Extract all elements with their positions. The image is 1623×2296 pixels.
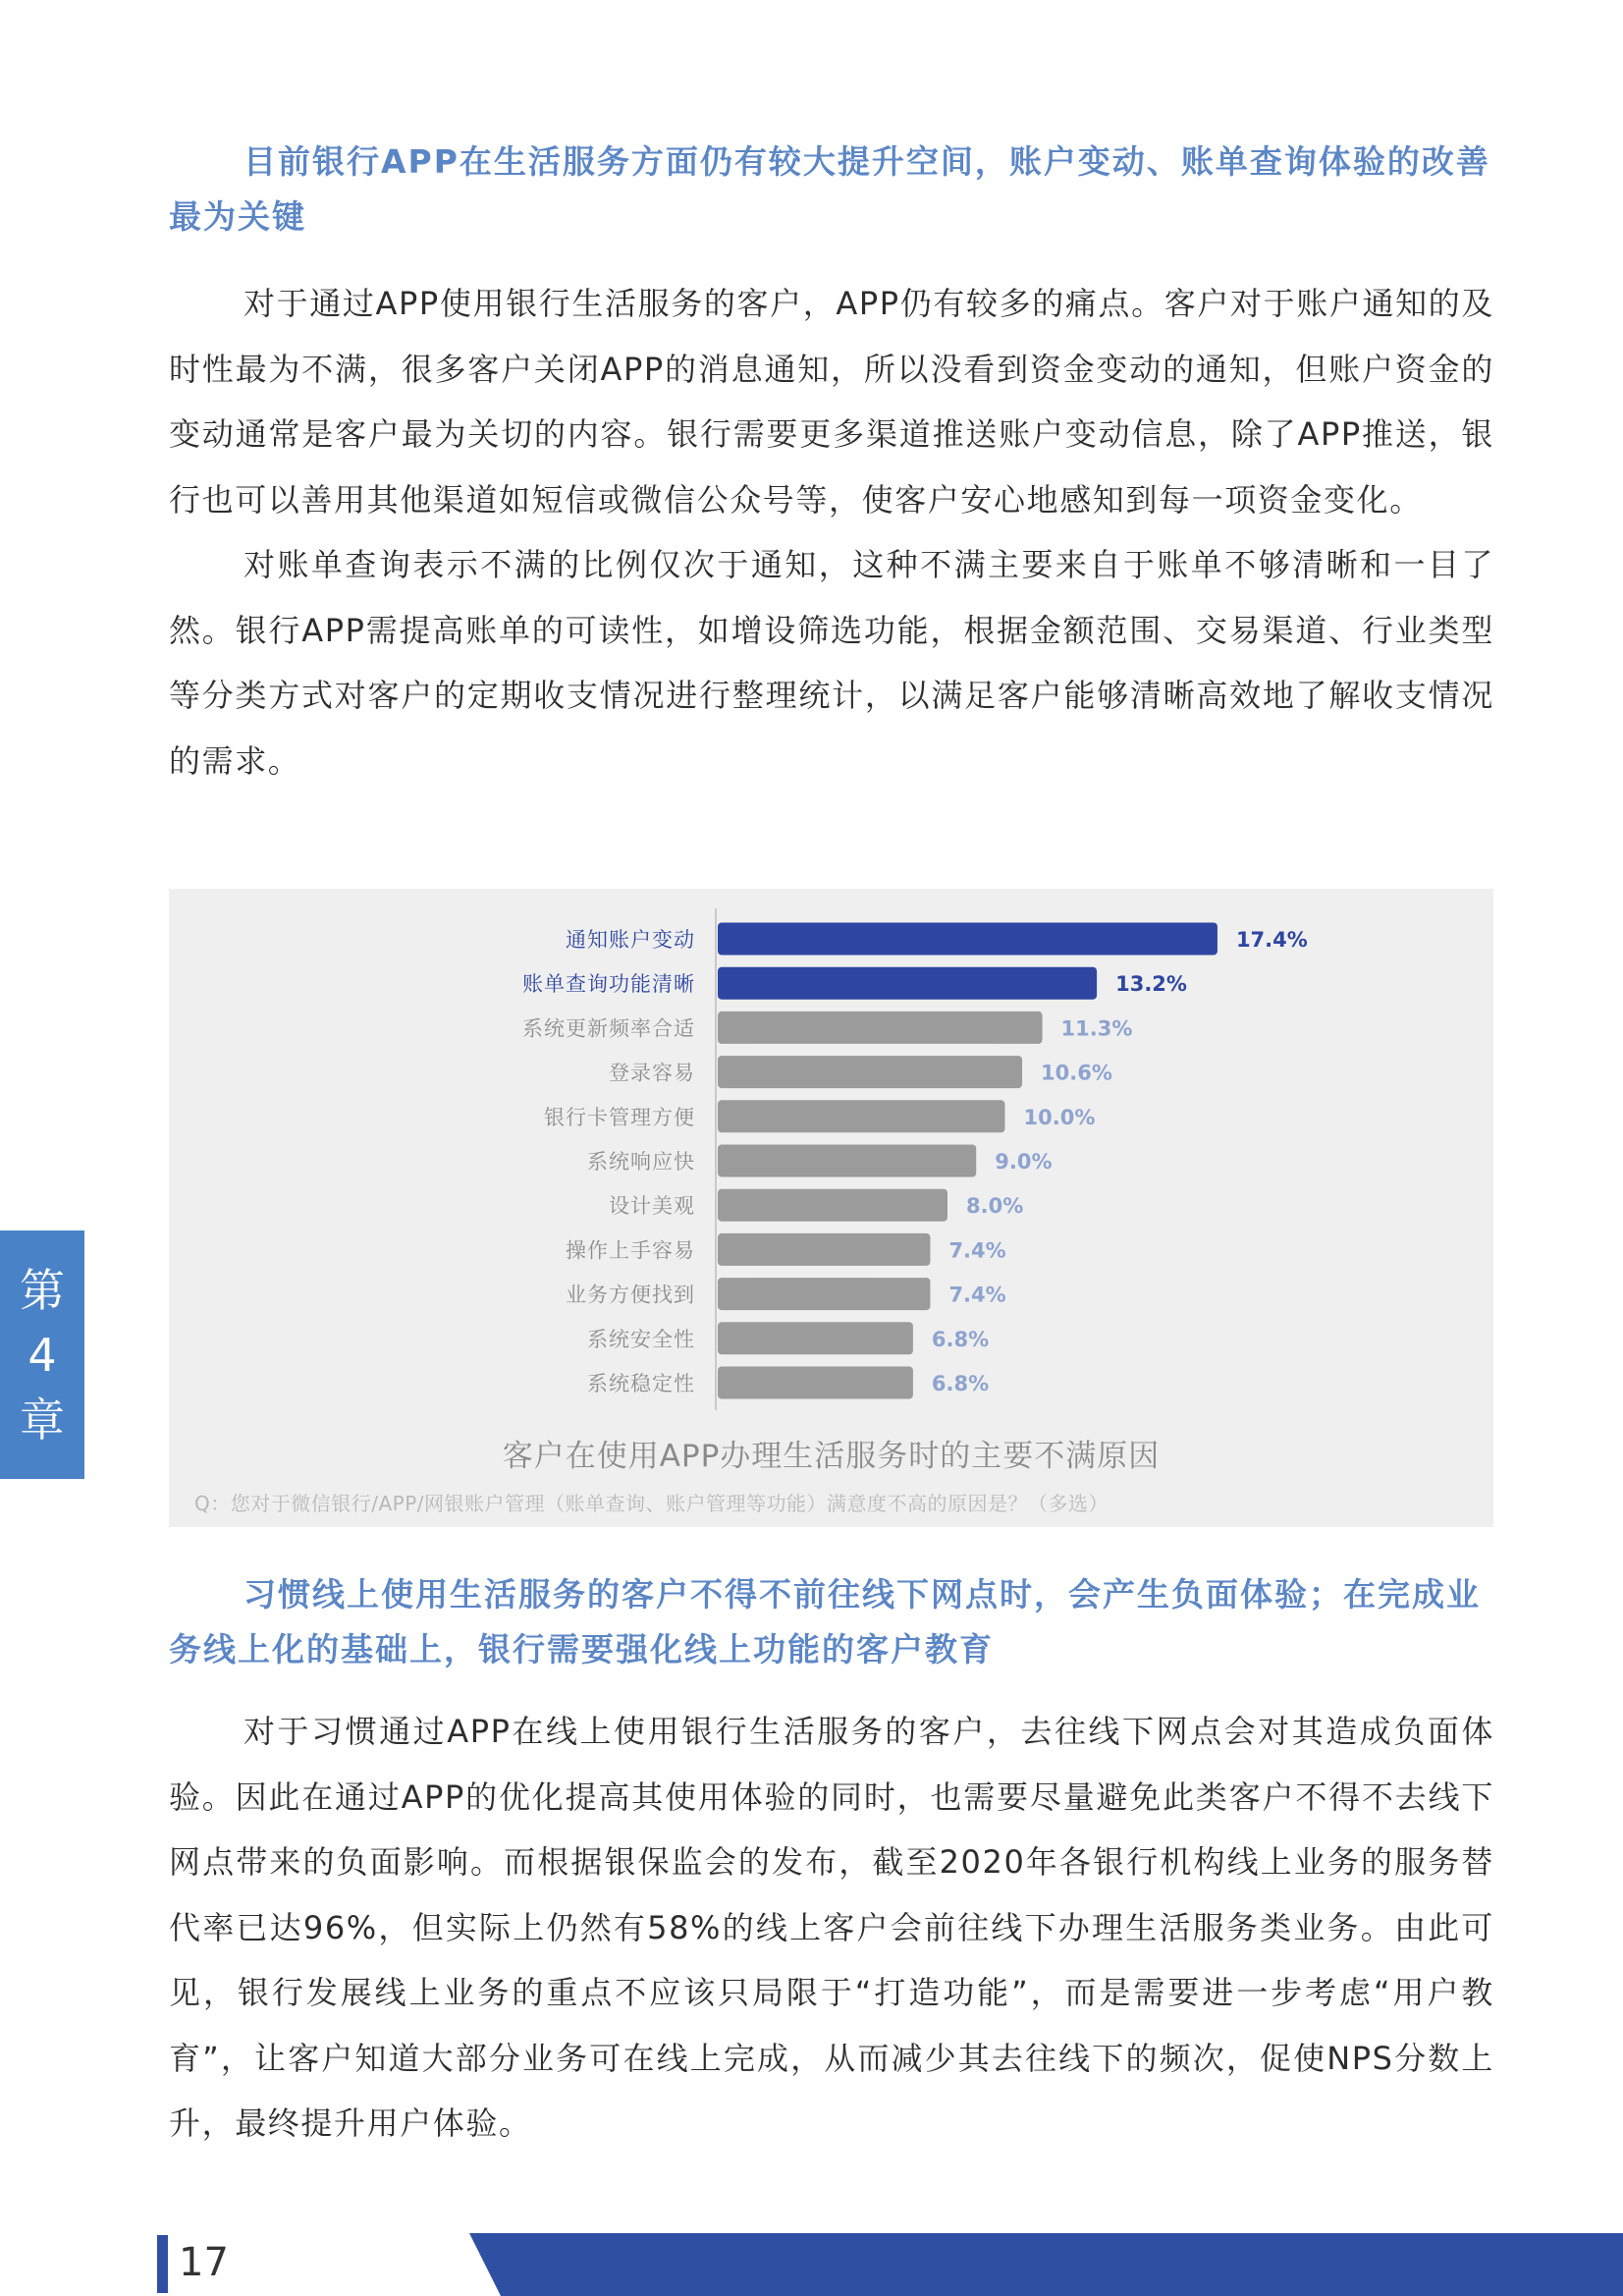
value-label: 6.8% [931, 1327, 990, 1351]
chapter-tab-char: 章 [20, 1393, 65, 1447]
section-heading-1: 目前银行APP在生活服务方面仍有较大提升空间，账户变动、账单查询体验的改善最为关键 [169, 142, 1490, 236]
section-body-1 [169, 271, 1494, 793]
page-number: 17 [179, 2240, 229, 2285]
value-label: 7.4% [948, 1238, 1006, 1263]
value-label: 10.6% [1041, 1061, 1112, 1085]
bar [718, 1322, 913, 1354]
category-label: 操作上手容易 [566, 1238, 695, 1263]
category-label: 系统安全性 [587, 1327, 695, 1351]
category-label: 系统更新频率合适 [522, 1016, 695, 1041]
chart-title: 客户在使用APP办理生活服务时的主要不满原因 [502, 1439, 1161, 1474]
category-label: 银行卡管理方便 [544, 1105, 695, 1129]
section-heading-2: 习惯线上使用生活服务的客户不得不前往线下网点时，会产生负面体验；在完成业务线上化的基础上，银行需要强化线上功能的客户教育 [169, 1575, 1481, 1668]
category-label: 账单查询功能清晰 [522, 972, 695, 997]
bar [718, 1233, 930, 1266]
bar [718, 1145, 976, 1177]
value-label: 11.3% [1060, 1016, 1133, 1041]
category-label: 业务方便找到 [566, 1283, 695, 1307]
chapter-tab [0, 1230, 84, 1479]
chart-canvas [169, 889, 1493, 1424]
chapter-tab-number: 4 [27, 1328, 57, 1382]
category-label: 通知账户变动 [566, 928, 695, 952]
value-label: 9.0% [995, 1150, 1053, 1174]
bar [718, 1278, 930, 1310]
paragraph: 对账单查询表示不满的比例仅次于通知，这种不满主要来自于账单不够清晰和一目了然。银行APP需提高账单的可读性，如增设筛选功能，根据金额范围、交易渠道、行业类型等分类方式对客户的定期收支情况进行整理统计，以满足客户能够清晰高效地了解收支情况的需求。 [169, 546, 1494, 780]
bar [718, 1189, 947, 1222]
chart-survey-note: Q：您对于微信银行/APP/网银账户管理（账单查询、账户管理等功能）满意度不高的原因是？（多选） [194, 1492, 1109, 1515]
bar [718, 1011, 1043, 1044]
bar [718, 1367, 913, 1399]
value-label: 6.8% [931, 1372, 990, 1395]
page-number-marker [157, 2235, 168, 2293]
value-label: 8.0% [966, 1194, 1024, 1219]
paragraph: 对于通过APP使用银行生活服务的客户，APP仍有较多的痛点。客户对于账户通知的及时性最为不满，很多客户关闭APP的消息通知，所以没看到资金变动的通知，但账户资金的变动通常是客户最为关切的内容。银行需要更多渠道推送账户变动信息，除了APP推送，银行也可以善用其他渠道如短信或微信公众号等，使客户安心地感知到每一项资金变化。 [169, 285, 1494, 519]
bar [718, 967, 1097, 1000]
bar [718, 1056, 1022, 1088]
bar [718, 923, 1217, 956]
section-body-2 [169, 1699, 1494, 2157]
value-label: 7.4% [948, 1283, 1006, 1307]
chapter-tab-char: 第 [20, 1263, 65, 1317]
category-label: 登录容易 [609, 1061, 695, 1085]
bar-chart [169, 889, 1493, 1527]
footer-band [469, 2233, 1623, 2296]
category-label: 系统响应快 [587, 1150, 695, 1174]
value-label: 10.0% [1023, 1105, 1096, 1129]
value-label: 13.2% [1115, 972, 1187, 997]
category-label: 系统稳定性 [587, 1372, 695, 1395]
category-label: 设计美观 [609, 1194, 695, 1219]
bar [718, 1100, 1005, 1132]
value-label: 17.4% [1235, 928, 1308, 952]
paragraph: 对于习惯通过APP在线上使用银行生活服务的客户，去往线下网点会对其造成负面体验。因此在通过APP的优化提高其使用体验的同时，也需要尽量避免此类客户不得不去线下网点带来的负面影响。而根据银保监会的发布，截至2020年各银行机构线上业务的服务替代率已达96%，但实际上仍然有58%的线上客户会前往线下办理生活服务类业务。由此可见，银行发展线上业务的重点不应该只局限于“打造功能”，而是需要进一步考虑“用户教育”，让客户知道大部分业务可在线上完成，从而减少其去往线下的频次，促使NPS分数上升，最终提升用户体验。 [169, 1713, 1494, 2142]
